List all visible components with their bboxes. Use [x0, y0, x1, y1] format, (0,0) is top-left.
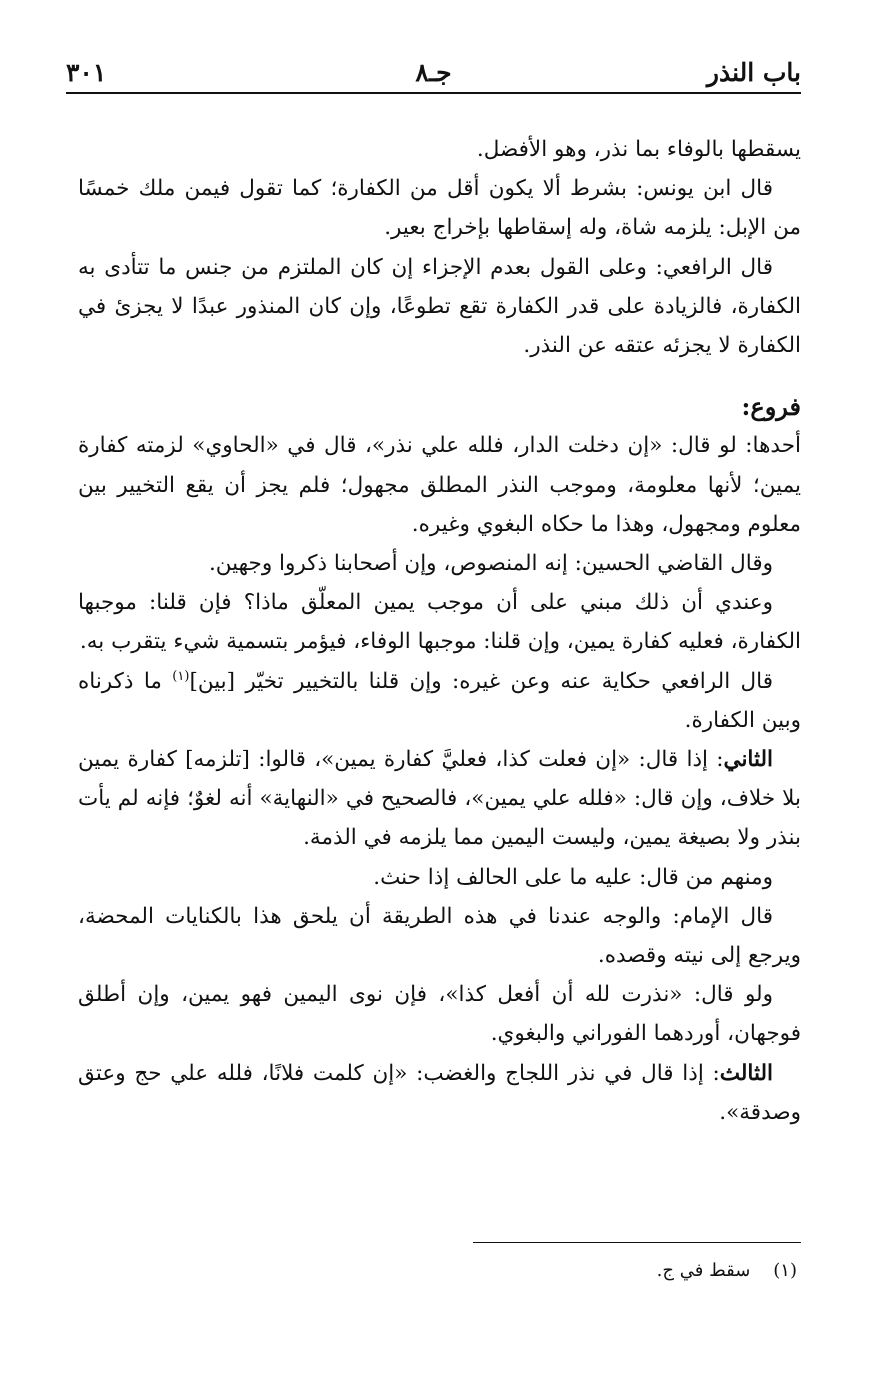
paragraph-text: : لو قال: «إن دخلت الدار، فلله علي نذر»، قال في «الحاوي» لزمته كفارة يمين؛ لأنها معلومة، وموجب النذر المطلق مجهول؛ فلم يجز أن يقع التخيير بين معلوم ومجهول، وهذا ما حكاه البغوي وغيره.: [78, 433, 801, 537]
paragraph: قال الإمام: والوجه عندنا في هذه الطريقة أن يلحق هذا بالكنايات المحضة، ويرجع إلى نيته وقصده.: [78, 903, 801, 969]
paragraph: وعندي أن ذلك مبني على أن موجب يمين المعلّق ماذا؟ فإن قلنا: موجبها الكفارة، فعليه كفارة يمين، وإن قلنا: موجبها الوفاء، فيؤمر بتسمية شيء يتقرب به.: [78, 590, 801, 655]
paragraph-text: قال الرافعي حكاية عنه وعن غيره: وإن قلنا بالتخيير تخيّر [بين]: [189, 668, 773, 694]
paragraph-text: ما ذكرناه وبين الكفارة.: [78, 668, 801, 733]
section-heading: فروع:: [741, 392, 801, 422]
footnote-divider: [473, 1242, 801, 1243]
paragraph: ومنهم من قال: عليه ما على الحالف إذا حنث.: [373, 864, 773, 890]
paragraph-lead: الثاني: [723, 747, 773, 773]
main-text: [78, 130, 801, 1132]
paragraph: يسقطها بالوفاء بما نذر، وهو الأفضل.: [476, 137, 801, 162]
footnote-marker: (١): [773, 1260, 797, 1281]
page-header: [66, 52, 801, 94]
paragraph: [78, 426, 801, 544]
volume-number: جـ٨: [415, 58, 452, 87]
paragraph: وقال القاضي الحسين: إنه المنصوص، وإن أصحابنا ذكروا وجهين.: [208, 551, 773, 577]
page-number: ٣٠١: [66, 58, 107, 87]
chapter-title: باب النذر: [706, 58, 801, 87]
paragraph: قال الرافعي: وعلى القول بعدم الإجزاء إن كان الملتزم من جنس ما تتأدى به الكفارة، فالزيادة على قدر الكفارة تقع تطوعًا، وإن كان المنذور عبدًا لا يجزئ في الكفارة لا يجزئه عتقه عن النذر.: [78, 254, 801, 359]
paragraph-text: : إذا قال في نذر اللجاج والغضب: «إن كلمت فلانًا، فلله علي حج وعتق وصدقة».: [78, 1060, 801, 1125]
footnote-reference[interactable]: (١): [172, 668, 190, 684]
footnote-text: سقط في ج.: [656, 1260, 751, 1281]
paragraph: [78, 1054, 801, 1132]
paragraph: [78, 662, 801, 740]
footnote: [200, 1258, 797, 1284]
paragraph: ولو قال: «نذرت لله أن أفعل كذا»، فإن نوى اليمين فهو يمين، وإن أطلق فوجهان، أوردهما الفوراني والبغوي.: [78, 982, 801, 1047]
paragraph-text: : إذا قال: «إن فعلت كذا، فعليَّ كفارة يمين»، قالوا: [تلزمه] كفارة يمين بلا خلاف، وإن قال: «فلله علي يمين»، فالصحيح في «النهاية» أنه لغوٌ؛ فإنه لم يأت بنذر ولا بصيغة يمين، وليست اليمين مما يلزمه في الذمة.: [78, 747, 801, 851]
paragraph: قال ابن يونس: بشرط ألا يكون أقل من الكفارة؛ كما تقول فيمن ملك خمسًا من الإبل: يلزمه شاة، وله إسقاطها بإخراج بعير.: [78, 176, 801, 241]
paragraph: [78, 740, 801, 858]
paragraph-lead: الثالث: [719, 1060, 773, 1086]
paragraph-lead: أحدها: [752, 433, 801, 459]
